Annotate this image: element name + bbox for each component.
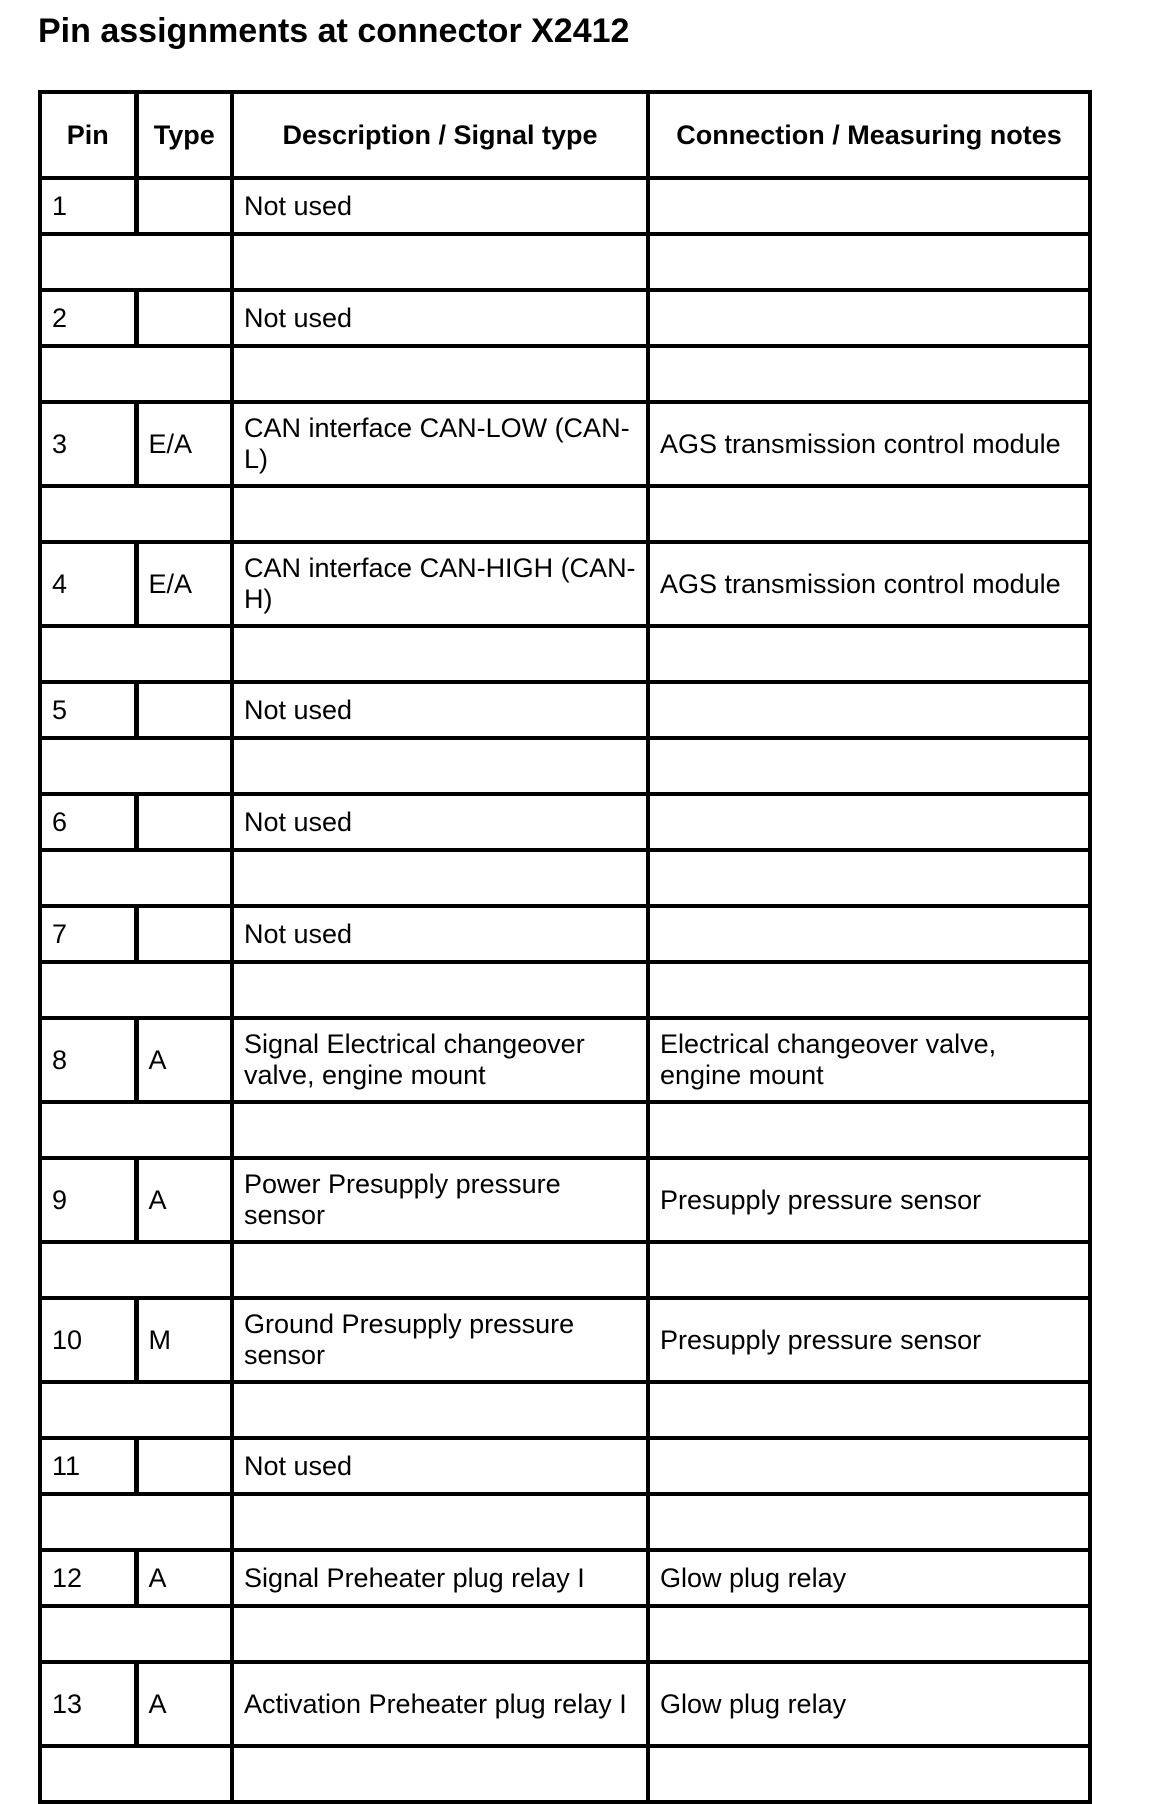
spacer-row bbox=[40, 626, 1090, 682]
pin-cell: 6 bbox=[40, 794, 136, 850]
description-cell: Not used bbox=[232, 178, 648, 234]
pin-cell: 13 bbox=[40, 1662, 136, 1746]
table-header-row bbox=[40, 92, 1090, 178]
table-row bbox=[40, 290, 1090, 346]
type-cell bbox=[136, 906, 232, 962]
pin-cell: 7 bbox=[40, 906, 136, 962]
spacer-cell bbox=[40, 626, 232, 682]
spacer-row bbox=[40, 1102, 1090, 1158]
table-row bbox=[40, 1158, 1090, 1242]
table-row bbox=[40, 542, 1090, 626]
spacer-cell bbox=[40, 486, 232, 542]
spacer-cell bbox=[232, 234, 648, 290]
type-cell: A bbox=[136, 1018, 232, 1102]
pin-cell: 1 bbox=[40, 178, 136, 234]
spacer-row bbox=[40, 962, 1090, 1018]
spacer-row bbox=[40, 1494, 1090, 1550]
type-cell: A bbox=[136, 1550, 232, 1606]
table-row bbox=[40, 682, 1090, 738]
table-body bbox=[40, 178, 1090, 1802]
spacer-cell bbox=[232, 486, 648, 542]
spacer-cell bbox=[648, 1242, 1090, 1298]
spacer-cell bbox=[648, 1382, 1090, 1438]
spacer-cell bbox=[648, 1746, 1090, 1802]
description-cell: Not used bbox=[232, 794, 648, 850]
spacer-cell bbox=[40, 1382, 232, 1438]
connection-cell: Presupply pressure sensor bbox=[648, 1158, 1090, 1242]
description-cell: CAN interface CAN-HIGH (CAN-H) bbox=[232, 542, 648, 626]
type-cell: E/A bbox=[136, 542, 232, 626]
header-type: Type bbox=[136, 92, 232, 178]
connection-cell bbox=[648, 178, 1090, 234]
spacer-cell bbox=[648, 1494, 1090, 1550]
header-description: Description / Signal type bbox=[232, 92, 648, 178]
type-cell bbox=[136, 290, 232, 346]
spacer-row bbox=[40, 850, 1090, 906]
table-row bbox=[40, 906, 1090, 962]
spacer-cell bbox=[648, 1606, 1090, 1662]
description-cell: Not used bbox=[232, 1438, 648, 1494]
spacer-cell bbox=[40, 1102, 232, 1158]
spacer-row bbox=[40, 486, 1090, 542]
description-cell: Signal Preheater plug relay I bbox=[232, 1550, 648, 1606]
spacer-cell bbox=[648, 738, 1090, 794]
spacer-row bbox=[40, 738, 1090, 794]
spacer-cell bbox=[648, 234, 1090, 290]
table-row bbox=[40, 794, 1090, 850]
pin-cell: 11 bbox=[40, 1438, 136, 1494]
spacer-cell bbox=[40, 738, 232, 794]
connection-cell: Electrical changeover valve, engine mount bbox=[648, 1018, 1090, 1102]
type-cell: A bbox=[136, 1158, 232, 1242]
spacer-cell bbox=[232, 1242, 648, 1298]
spacer-cell bbox=[40, 1746, 232, 1802]
type-cell: M bbox=[136, 1298, 232, 1382]
connection-cell bbox=[648, 290, 1090, 346]
spacer-cell bbox=[40, 1494, 232, 1550]
spacer-cell bbox=[40, 1606, 232, 1662]
spacer-cell bbox=[232, 1102, 648, 1158]
header-pin: Pin bbox=[40, 92, 136, 178]
spacer-row bbox=[40, 234, 1090, 290]
spacer-cell bbox=[232, 626, 648, 682]
connection-cell: AGS transmission control module bbox=[648, 542, 1090, 626]
connection-cell: Glow plug relay bbox=[648, 1550, 1090, 1606]
type-cell bbox=[136, 794, 232, 850]
table-row bbox=[40, 1550, 1090, 1606]
type-cell bbox=[136, 682, 232, 738]
spacer-cell bbox=[40, 234, 232, 290]
type-cell bbox=[136, 178, 232, 234]
connection-cell bbox=[648, 682, 1090, 738]
type-cell bbox=[136, 1438, 232, 1494]
description-cell: Signal Electrical changeover valve, engine mount bbox=[232, 1018, 648, 1102]
page-title: Pin assignments at connector X2412 bbox=[38, 12, 630, 50]
spacer-cell bbox=[648, 850, 1090, 906]
connection-cell bbox=[648, 1438, 1090, 1494]
type-cell: A bbox=[136, 1662, 232, 1746]
type-cell: E/A bbox=[136, 402, 232, 486]
spacer-row bbox=[40, 346, 1090, 402]
pin-cell: 8 bbox=[40, 1018, 136, 1102]
pin-cell: 5 bbox=[40, 682, 136, 738]
table-row bbox=[40, 1298, 1090, 1382]
spacer-cell bbox=[232, 962, 648, 1018]
spacer-row bbox=[40, 1382, 1090, 1438]
spacer-cell bbox=[232, 1494, 648, 1550]
description-cell: Not used bbox=[232, 682, 648, 738]
description-cell: Activation Preheater plug relay I bbox=[232, 1662, 648, 1746]
spacer-row bbox=[40, 1746, 1090, 1802]
spacer-cell bbox=[40, 962, 232, 1018]
spacer-cell bbox=[648, 962, 1090, 1018]
connection-cell: Glow plug relay bbox=[648, 1662, 1090, 1746]
pin-cell: 2 bbox=[40, 290, 136, 346]
spacer-cell bbox=[40, 1242, 232, 1298]
spacer-cell bbox=[232, 738, 648, 794]
description-cell: Not used bbox=[232, 906, 648, 962]
spacer-cell bbox=[40, 850, 232, 906]
spacer-cell bbox=[232, 1606, 648, 1662]
table-row bbox=[40, 1662, 1090, 1746]
description-cell: Power Presupply pressure sensor bbox=[232, 1158, 648, 1242]
pin-cell: 3 bbox=[40, 402, 136, 486]
spacer-cell bbox=[232, 850, 648, 906]
pin-cell: 4 bbox=[40, 542, 136, 626]
spacer-cell bbox=[648, 626, 1090, 682]
spacer-row bbox=[40, 1606, 1090, 1662]
pin-cell: 10 bbox=[40, 1298, 136, 1382]
connection-cell: AGS transmission control module bbox=[648, 402, 1090, 486]
spacer-cell bbox=[232, 1746, 648, 1802]
pin-cell: 9 bbox=[40, 1158, 136, 1242]
connection-cell bbox=[648, 906, 1090, 962]
spacer-cell bbox=[648, 346, 1090, 402]
description-cell: Not used bbox=[232, 290, 648, 346]
spacer-cell bbox=[648, 1102, 1090, 1158]
header-connection: Connection / Measuring notes bbox=[648, 92, 1090, 178]
table-row bbox=[40, 1018, 1090, 1102]
table-row bbox=[40, 1438, 1090, 1494]
table-row bbox=[40, 178, 1090, 234]
spacer-cell bbox=[648, 486, 1090, 542]
pin-cell: 12 bbox=[40, 1550, 136, 1606]
spacer-row bbox=[40, 1242, 1090, 1298]
connection-cell bbox=[648, 794, 1090, 850]
connection-cell: Presupply pressure sensor bbox=[648, 1298, 1090, 1382]
description-cell: CAN interface CAN-LOW (CAN-L) bbox=[232, 402, 648, 486]
spacer-cell bbox=[232, 346, 648, 402]
description-cell: Ground Presupply pressure sensor bbox=[232, 1298, 648, 1382]
spacer-cell bbox=[40, 346, 232, 402]
table-row bbox=[40, 402, 1090, 486]
pin-assignment-table bbox=[38, 90, 1092, 1804]
spacer-cell bbox=[232, 1382, 648, 1438]
